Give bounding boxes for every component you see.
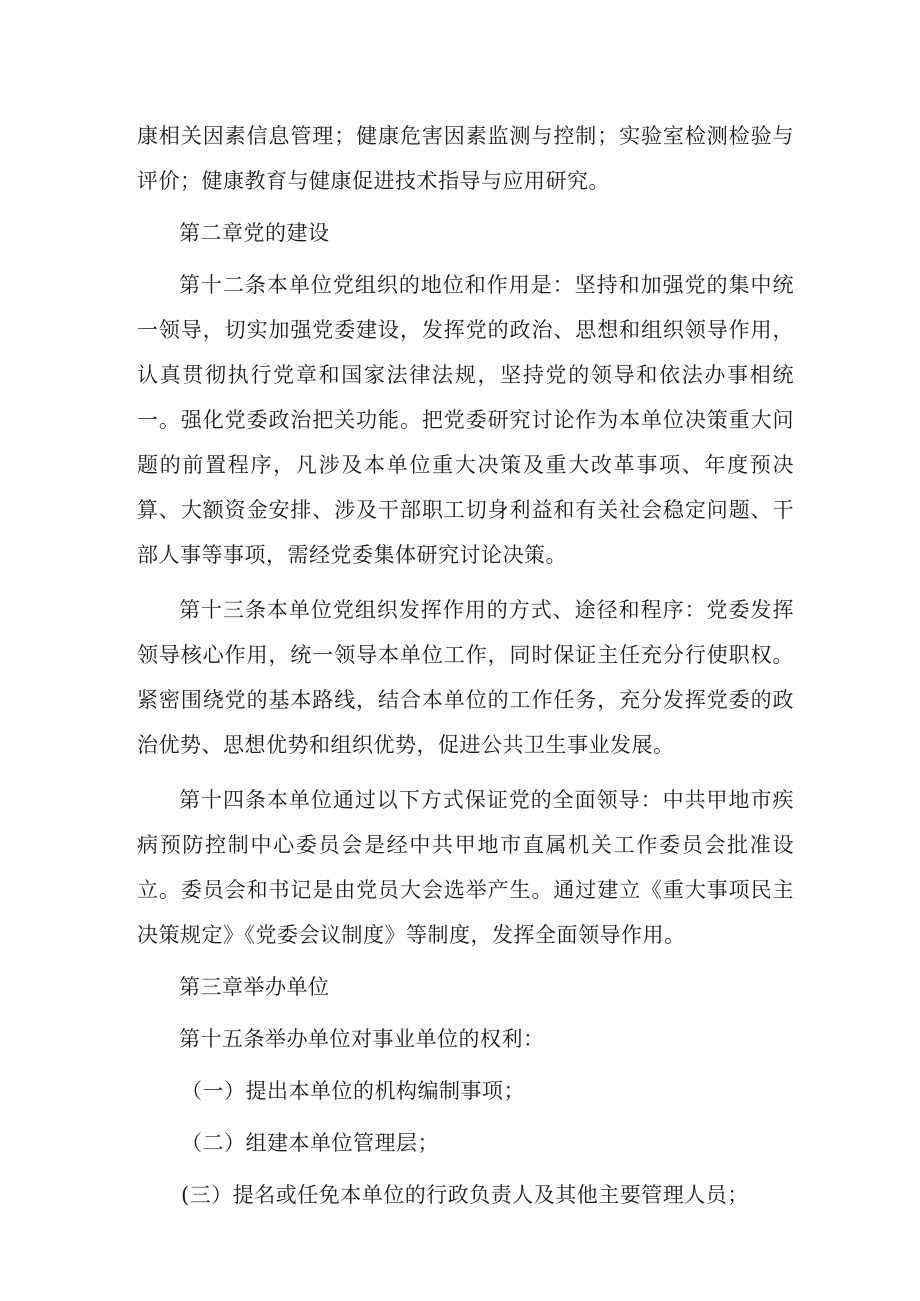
article-15-paragraph: 第十五条举办单位对事业单位的权利： [179, 1027, 545, 1051]
article-12-paragraph: 第十二条本单位党组织的地位和作用是：坚持和加强党的集中统一领导，切实加强党委建设，发挥党的政治、思想和组织领导作用，认真贯彻执行党章和国家法律法规，坚持党的领导和依法办事相统一。强化党委政治把关功能。把党委研究讨论作为本单位决策重大问题的前置程序，凡涉及本单位重大决策及重大改革事项、年度预决算、大额资金安排、涉及干部职工切身利益和有关社会稳定问题、干部人事等事项，需经党委集体研究讨论决策。 [137, 273, 794, 567]
continuation-paragraph: 康相关因素信息管理；健康危害因素监测与控制；实验室检测检验与评价；健康教育与健康促进技术指导与应用研究。 [137, 124, 794, 193]
document-body [0, 114, 920, 1218]
article-14-paragraph: 第十四条本单位通过以下方式保证党的全面领导：中共甲地市疾病预防控制中心委员会是经中共甲地市直属机关工作委员会批准设立。委员会和书记是由党员大会选举产生。通过建立《重大事项民主决策规定》《党委会议制度》等制度，发挥全面领导作用。 [137, 788, 794, 947]
chapter-3-heading: 第三章举办单位 [179, 975, 330, 999]
list-item-1: （一）提出本单位的机构编制事项； [181, 1079, 525, 1103]
chapter-2-heading: 第二章党的建设 [179, 221, 330, 245]
list-item-2: （二）组建本单位管理层； [181, 1131, 439, 1155]
list-item-3: (三）提名或任免本单位的行政负责人及其他主要管理人员； [181, 1183, 749, 1207]
article-13-paragraph: 第十三条本单位党组织发挥作用的方式、途径和程序：党委发挥领导核心作用，统一领导本单位工作，同时保证主任充分行使职权。紧密围绕党的基本路线，结合本单位的工作任务，充分发挥党委的政治优势、思想优势和组织优势，促进公共卫生事业发展。 [137, 598, 794, 757]
